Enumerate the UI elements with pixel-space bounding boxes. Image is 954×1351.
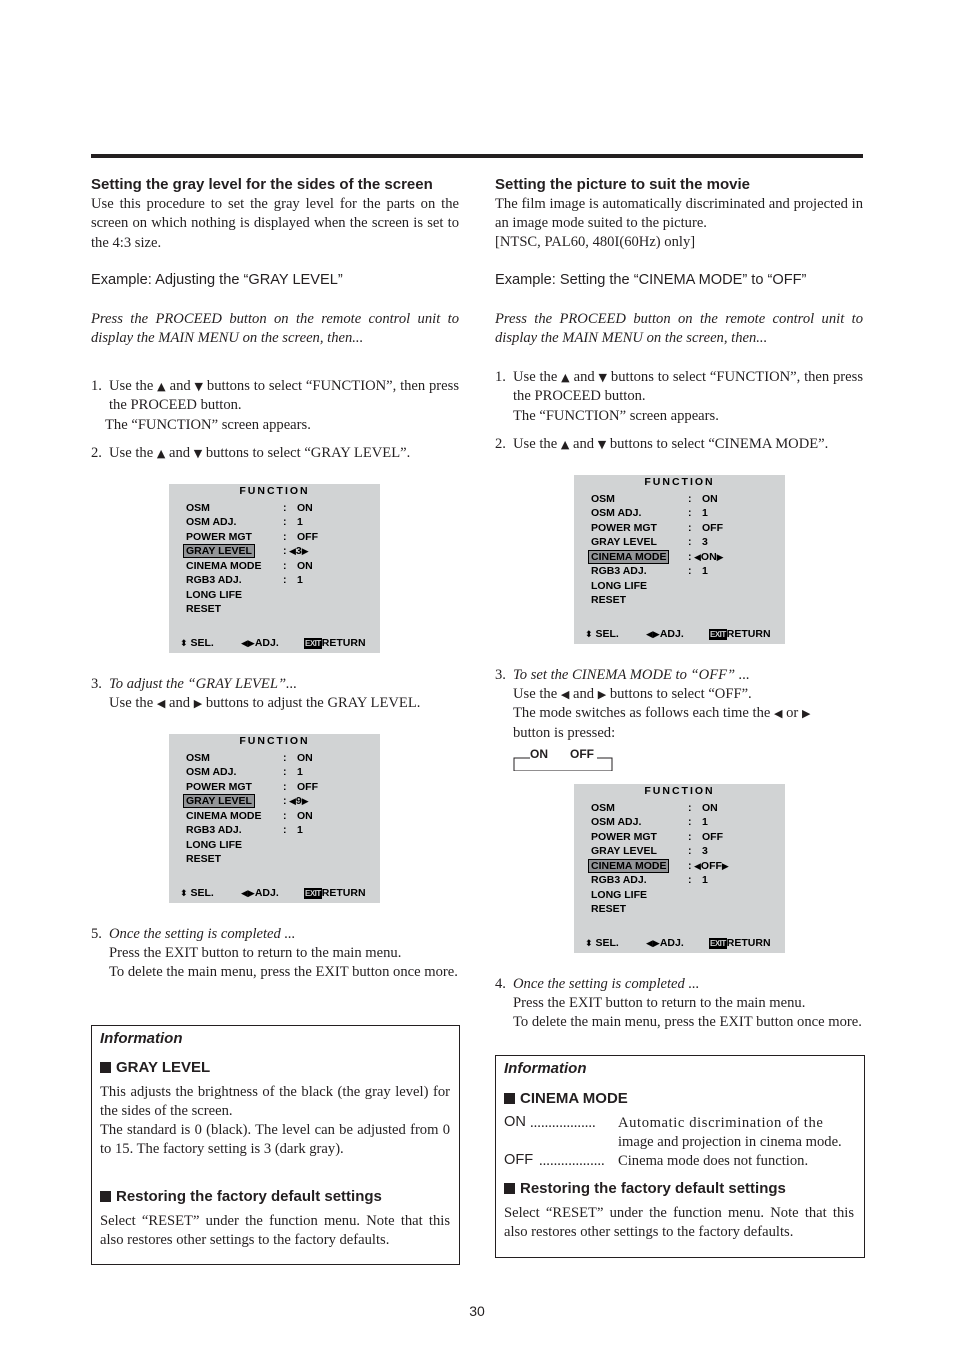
right-step-2: 2. Use the ▲ and ▼ buttons to select “CINEMA MODE”.: [495, 436, 829, 452]
right-step-1: 1. Use the ▲ and ▼ buttons to select “FUNCTION”, then press the PROCEED button.: [495, 369, 863, 405]
left-arrow-icon: ◀: [560, 688, 570, 701]
osd-function-menu-gray-3: FUNCTION OSM : ON OSM ADJ. : 1 POWER MGT : OFF GRAY LEVEL : ◀3▶ CINEMA MODE : ON RGB3 ADJ. : 1 LONG LIFE RESET ⬍ SEL. ◀▶ADJ. EXITRETURN: [169, 484, 380, 653]
up-arrow-icon: ▲: [560, 438, 570, 451]
right-arrow-icon: ▶: [597, 688, 607, 701]
selected-item: GRAY LEVEL: [186, 545, 252, 557]
left-step-2: 2. Use the ▲ and ▼ buttons to select “GRAY LEVEL”.: [91, 445, 411, 461]
right-step1-note: The “FUNCTION” screen appears.: [513, 408, 719, 424]
right-step3-desc: Use the ◀ and ▶ buttons to select “OFF”. The mode switches as follows each time the ◀ or ▶ button is pressed:: [513, 686, 811, 741]
selected-item: GRAY LEVEL: [186, 795, 252, 807]
info-title: Information: [504, 1060, 587, 1077]
down-arrow-icon: ▼: [598, 371, 608, 384]
osd-function-menu-cinema-off: FUNCTION OSM : ON OSM ADJ. : 1 POWER MGT : OFF GRAY LEVEL : 3 CINEMA MODE : ◀OFF▶ RGB3 ADJ. : 1 LONG LIFE RESET ⬍ SEL. ◀▶ADJ. EXITRETURN: [574, 784, 785, 953]
page-number: 30: [469, 1303, 485, 1319]
up-arrow-icon: ▲: [156, 447, 166, 460]
left-step5-desc: Press the EXIT button to return to the main menu. To delete the main menu, press the EXIT button once more.: [109, 945, 458, 981]
left-step-1: 1. Use the ▲ and ▼ buttons to select “FUNCTION”, then press the PROCEED button.: [91, 378, 459, 414]
right-example: Example: Setting the “CINEMA MODE” to “OFF”: [495, 272, 807, 288]
left-step1-note: The “FUNCTION” screen appears.: [105, 417, 311, 433]
right-arrow-icon: ▶: [193, 697, 203, 710]
left-arrow-icon: ◀: [156, 697, 166, 710]
mode-cycle-diagram: [513, 745, 613, 771]
left-information-box: Information GRAY LEVEL This adjusts the brightness of the black (the gray level) for the sides of the screen. The standard is 0 (black). The level can be adjusted from 0 to 15. The factory setting is 3 (dark gray). Restoring the factory default settings Select “RESET” under the function menu. Note that this also restores other settings to the factory defaults.: [91, 1025, 460, 1265]
right-intro-formats: [NTSC, PAL60, 480I(60Hz) only]: [495, 234, 696, 250]
up-arrow-icon: ▲: [561, 371, 570, 384]
left-heading: Setting the gray level for the sides of the screen: [91, 176, 433, 193]
info-title: Information: [100, 1030, 183, 1047]
cycle-off: OFF: [570, 747, 594, 761]
selected-item: CINEMA MODE: [591, 860, 667, 872]
right-information-box: Information CINEMA MODE ON .................. Automatic discrimination of the image and projection in cinema mode. OFF .................. Cinema mode does not function. Restoring the factory default settings Select “RESET” under the function menu. Note that this also restores other settings to the factory defaults.: [495, 1055, 865, 1258]
left-press: Press the PROCEED button on the remote control unit to display the MAIN MENU on the screen, then...: [91, 311, 459, 347]
cycle-on: ON: [530, 747, 548, 761]
osd-function-menu-cinema-on: FUNCTION OSM : ON OSM ADJ. : 1 POWER MGT : OFF GRAY LEVEL : 3 CINEMA MODE : ◀ON▶ RGB3 ADJ. : 1 LONG LIFE RESET ⬍ SEL. ◀▶ADJ. EXITRETURN: [574, 475, 785, 644]
down-arrow-icon: ▼: [597, 438, 607, 451]
down-arrow-icon: ▼: [194, 380, 204, 393]
left-example: Example: Adjusting the “GRAY LEVEL”: [91, 272, 343, 288]
top-rule: [91, 154, 863, 158]
down-arrow-icon: ▼: [193, 447, 203, 460]
right-intro: The film image is automatically discriminated and projected in an image mode suited to the picture.: [495, 196, 863, 232]
right-step4-desc: Press the EXIT button to return to the main menu. To delete the main menu, press the EXIT button once more.: [513, 995, 862, 1031]
right-step-4: 4. Once the setting is completed ...: [495, 976, 700, 992]
left-step-3: 3. To adjust the “GRAY LEVEL”...: [91, 676, 298, 692]
osd-function-menu-gray-9: FUNCTION OSM : ON OSM ADJ. : 1 POWER MGT : OFF GRAY LEVEL : ◀9▶ CINEMA MODE : ON RGB3 ADJ. : 1 LONG LIFE RESET ⬍ SEL. ◀▶ADJ. EXITRETURN: [169, 734, 380, 903]
left-step-5: 5. Once the setting is completed ...: [91, 926, 296, 942]
left-step3-desc: Use the ◀ and ▶ buttons to adjust the GRAY LEVEL.: [109, 695, 421, 711]
left-intro: Use this procedure to set the gray level for the parts on the screen on which nothing is displayed when the screen is set to the 4:3 size.: [91, 196, 459, 251]
step-number: 1.: [91, 378, 102, 394]
right-press: Press the PROCEED button on the remote control unit to display the MAIN MENU on the screen, then...: [495, 311, 863, 347]
right-heading: Setting the picture to suit the movie: [495, 176, 751, 193]
selected-item: CINEMA MODE: [591, 551, 667, 563]
up-arrow-icon: ▲: [157, 380, 166, 393]
right-step-3: 3. To set the CINEMA MODE to “OFF” ...: [495, 667, 750, 683]
